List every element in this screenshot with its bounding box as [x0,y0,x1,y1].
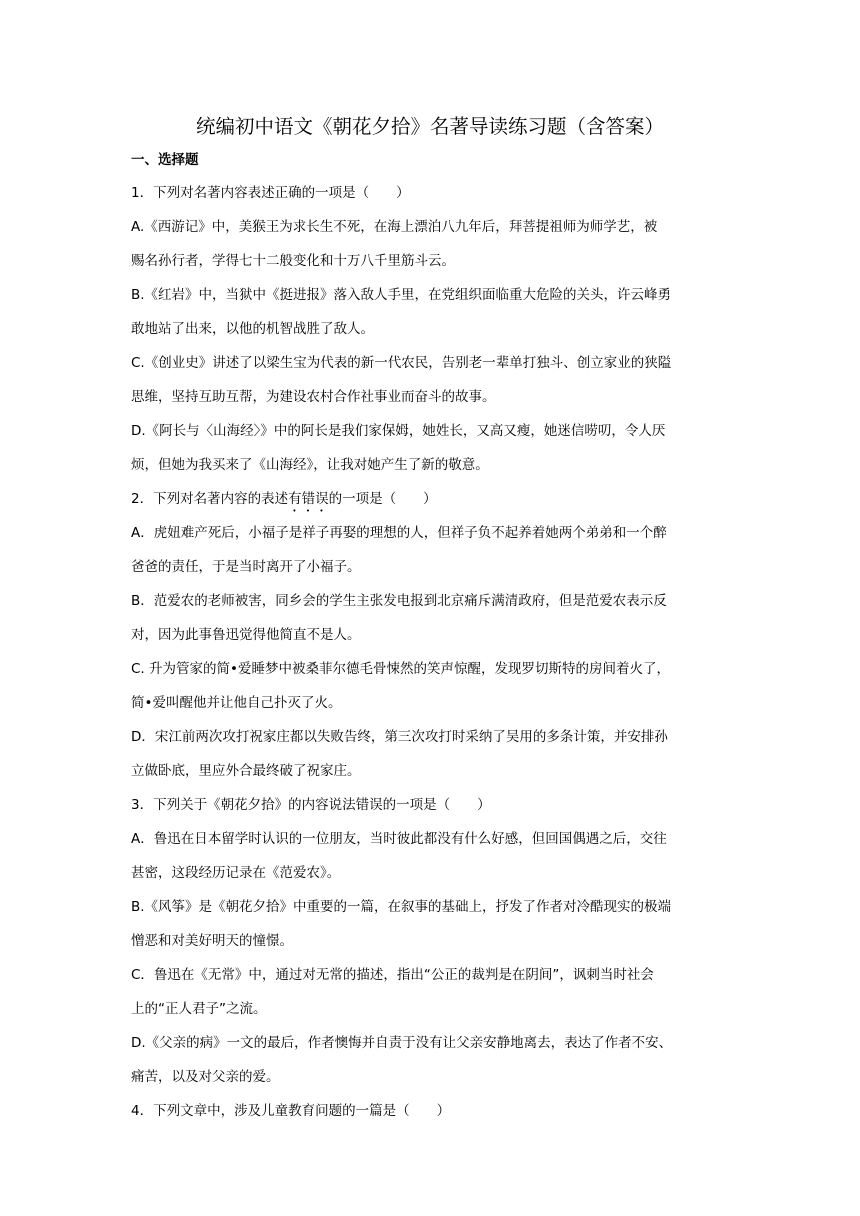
q3-option-d-line-1: D.《父亲的病》一文的最后，作者懊悔并自责于没有让父亲安静地离去，表达了作者不安、 [131,1035,673,1051]
section-heading: 一、选择题 [131,152,199,168]
q3-option-c-line-1: C．鲁迅在《无常》中，通过对无常的描述，指出“公正的裁判是在阴间”，讽刺当时社会 [131,967,654,983]
q2-option-c-line-1: C. 升为管家的简•爱睡梦中被桑菲尔德毛骨悚然的笑声惊醒，发现罗切斯特的房间着火了， [131,661,670,677]
page-title: 统编初中语文《朝花夕拾》名著导读练习题（含答案） [195,115,664,138]
q1-option-c-line-2: 思维，坚持互助互帮，为建设农村合作社事业而奋斗的故事。 [131,389,496,405]
q3-option-b-line-1: B.《风筝》是《朝花夕拾》中重要的一篇，在叙事的基础上，抒发了作者对冷酷现实的极端 [131,899,672,915]
q1-option-a-line-1: A.《西游记》中，美猴王为求长生不死，在海上漂泊八九年后，拜菩提祖师为师学艺，被 [131,219,658,235]
q2-option-b-line-2: 对，因为此事鲁迅觉得他简直不是人。 [131,627,361,643]
q2-option-a-line-2: 爸爸的责任，于是当时离开了小福子。 [131,559,361,575]
q2-option-a-line-1: A．虎妞难产死后，小福子是祥子再娶的理想的人，但祥子负不起养着她两个弟弟和一个醉 [131,525,667,541]
q2-option-b-line-1: B．范爱农的老师被害，同乡会的学生主张发电报到北京痛斥满清政府，但是范爱农表示反 [131,593,667,609]
question-2-stem [131,489,741,515]
q1-option-a-line-2: 赐名孙行者，学得七十二般变化和十万八千里筋斗云。 [131,253,455,269]
question-4-stem: 4．下列文章中，涉及儿童教育问题的一篇是（ ） [131,1103,451,1119]
q3-option-d-line-2: 痛苦，以及对父亲的爱。 [131,1069,280,1085]
q1-option-c-line-1: C.《创业史》讲述了以梁生宝为代表的新一代农民，告别老一辈单打独斗、创立家业的狭隘 [131,355,672,371]
q1-option-d-line-2: 烦，但她为我买来了《山海经》，让我对她产生了新的敬意。 [131,457,489,473]
q3-option-b-line-2: 憎恶和对美好明天的憧憬。 [131,933,293,949]
q2-stem-end: 的一项是（ ） [328,491,437,507]
question-3-stem: 3．下列关于《朝花夕拾》的内容说法错误的一项是（ ） [131,797,491,813]
q3-option-a-line-2: 甚密，这段经历记录在《范爱农》。 [131,865,341,881]
q2-option-d-line-1: D．宋江前两次攻打祝家庄都以失败告终，第三次攻打时采纳了吴用的多条计策，并安排孙 [131,729,668,745]
q3-option-a-line-1: A．鲁迅在日本留学时认识的一位朋友，当时彼此都没有什么好感，但回国偶遇之后，交往 [131,831,667,847]
q2-option-d-line-2: 立做卧底，里应外合最终破了祝家庄。 [131,763,361,779]
q1-option-b-line-1: B.《红岩》中，当狱中《挺进报》落入敌人手里，在党组织面临重大危险的关头，许云峰勇 [131,287,672,303]
q3-option-c-line-2: 上的“正人君子”之流。 [131,1001,267,1017]
q2-option-c-line-2: 简•爱叫醒他并让他自己扑灭了火。 [131,695,342,711]
q2-stem-emphasis: 有错误 [288,491,329,507]
q1-option-b-line-2: 敢地站了出来，以他的机智战胜了敌人。 [131,321,374,337]
question-1-stem: 1．下列对名著内容表述正确的一项是（ ） [131,185,410,201]
q1-option-d-line-1: D.《阿长与〈山海经〉》中的阿长是我们家保姆，她姓长，又高又瘦，她迷信唠叨，令人厌 [131,423,666,439]
q2-stem-start: 2．下列对名著内容的表述 [131,491,289,507]
